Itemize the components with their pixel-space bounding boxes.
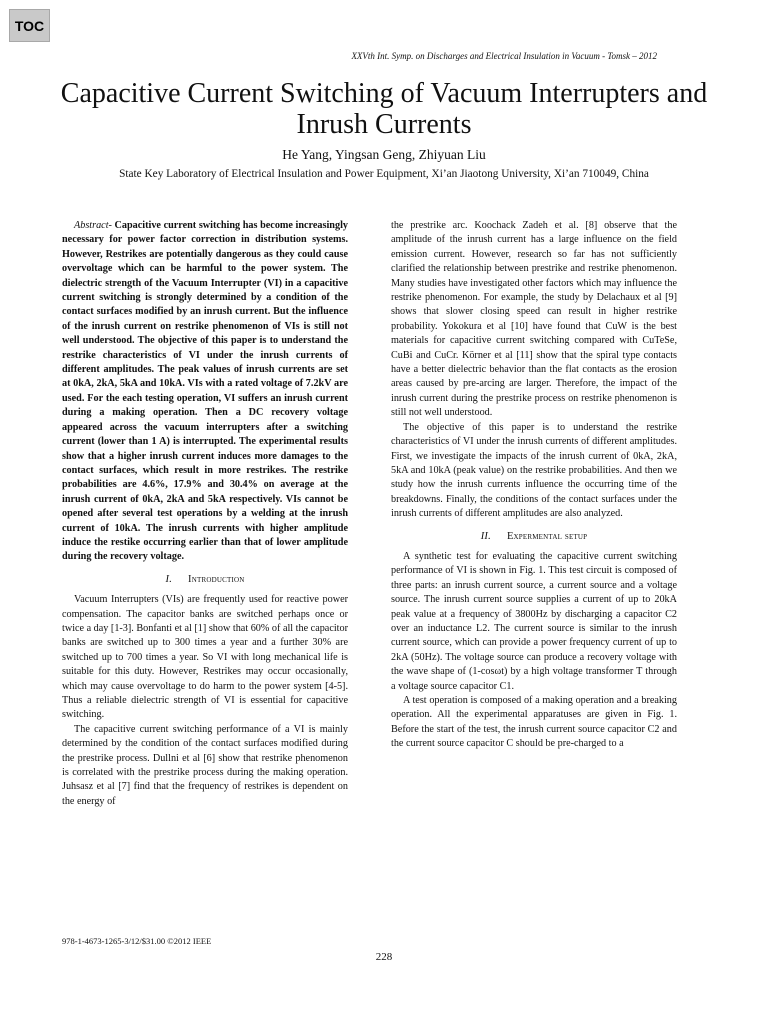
intro-continued-paragraph: the prestrike arc. Koochack Zadeh et al. [8] observe that the amplitude of the inrush current has a large influence on the field emission current. However, research so far has not sufficiently clarified the relationship between prestrike and restrike phenomenon. Many studies have investigated other factors which may influence the restrike phenomenon. For example, the study by Delachaux et al [9] shows that slower closing speed can result in higher restrike probability. Yokokura et al [10] have found that CuW is the best materials for capacitive current switching compared with CuTeSe, CuBi and CuCr. Körner et al [11] show that the spiral type contacts have a better dielectric behavior than the flat contacts as the erosion areas caused by pre-arcing are larger. Therefore, the impact of the inrush current during the prestrike process on restrike phenomenon is still not well understood. bbox=[391, 220, 677, 419]
abstract-label: Abstract- bbox=[74, 220, 112, 231]
abstract-paragraph bbox=[62, 219, 348, 565]
abstract-text: Capacitive current switching has become increasingly necessary for power factor correction in distribution systems. However, Restrikes are potentially dangerous as they could cause overvoltage which can be harmful to the power system. The dielectric strength of the Vacuum Interrupter (VI) in a capacitive current switching is strongly determined by a condition of the contact surfaces modified by an inrush current. But the influence of the inrush current on restrike phenomenon of VIs is still not well understood. The objective of this paper is to understand the restrike characteristics of VI under the inrush currents of different amplitudes. The peak values of inrush currents are set at 0kA, 2kA, 5kA and 10kA. VIs with a rated voltage of 7.2kV are used. For the each testing operation, VI suffers an inrush current during a making operation. Then a DC recovery voltage appeared across the vacuum interrupters after a switching current (lower than 1 A) is interrupted. The experimental results show that a higher inrush current induces more damages to the contact surfaces, which result in more restrikes. The restrike probabilities are 4.6%, 17.9% and 30.4% on average at the inrush current of 0kA, 2kA and 5kA respectively. VIs cannot be opened after several test operations by a welding at the inrush current of 10kA. The inrush currents with higher amplitude induce the restike occurring earlier than that of lower amplitude during the recovery voltage. bbox=[62, 220, 348, 563]
paper-affiliation: State Key Laboratory of Electrical Insulation and Power Equipment, Xi’an Jiaotong University, Xi’an 710049, China bbox=[119, 168, 649, 180]
objective-paragraph: The objective of this paper is to understand the restrike characteristics of VI under the inrush currents of different amplitudes. First, we investigate the impacts of the inrush current of 0kA, 2kA, 5kA and 10kA (peak value) on the restrike probabilities. And then we study how the inrush currents influence the occurring time of the breakdowns. Finally, the conditions of the contact surfaces under the inrush currents of different amplitudes are also analyzed. bbox=[391, 421, 677, 520]
section-heading-setup bbox=[391, 530, 677, 544]
setup-paragraph-1: A synthetic test for evaluating the capacitive current switching performance of VI is shown in Fig. 1. This test circuit is composed of three parts: an inrush current source, a current source and a voltage source. The inrush current source supplies a current of up to 20kA peak value at a frequency of 3800Hz by discharging a capacitor C2 over an inductance L2. The current source is similar to the inrush current source, which can provide a power frequency current of up to 2kA (50Hz). The voltage source can produce a recovery voltage with the wave shape of (1-cosωt) by a high voltage transformer T through a voltage source capacitor C1. bbox=[391, 550, 677, 692]
section-title: Introduction bbox=[188, 573, 245, 585]
section-number: I. bbox=[165, 573, 173, 585]
paper-title: Capacitive Current Switching of Vacuum Interrupters and Inrush Currents bbox=[60, 78, 708, 140]
section-number: II. bbox=[480, 530, 491, 542]
toc-button[interactable]: TOC bbox=[9, 9, 50, 42]
intro-paragraph-1: Vacuum Interrupters (VIs) are frequently used for reactive power compensation. The capacitor banks are switched perhaps once or twice a day [1-3]. Bonfanti et al [1] show that 60% of all the capacitor banks are switched up to 300 times a year and a further 30% are switched up to 700 times a year. So VI with long mechanical life is suitable for this duty. However, Restrikes may occur occasionally, which may cause overvoltage to do harm to the power system [4-5]. Thus a reliable dielectric strength of VI is essential for capacitive switching. bbox=[62, 594, 348, 721]
copyright-identifier: 978-1-4673-1265-3/12/$31.00 ©2012 IEEE bbox=[62, 936, 212, 946]
right-column bbox=[391, 219, 677, 752]
section-heading-introduction bbox=[62, 573, 348, 587]
section-title: Expermental setup bbox=[506, 530, 588, 542]
paper-authors: He Yang, Yingsan Geng, Zhiyuan Liu bbox=[282, 147, 486, 162]
page-number: 228 bbox=[375, 951, 393, 963]
running-head: XXVth Int. Symp. on Discharges and Electrical Insulation in Vacuum - Tomsk – 2012 bbox=[351, 51, 657, 61]
left-column bbox=[62, 219, 348, 809]
setup-paragraph-2: A test operation is composed of a making operation and a breaking operation. All the experimental apparatuses are given in Fig. 1. Before the start of the test, the inrush current source capacitor C2 and the current source capacitor C should be pre-charged to a bbox=[391, 695, 677, 750]
intro-paragraph-2: The capacitive current switching performance of a VI is mainly determined by the condition of the contact surfaces modified during the prestrike process. Dullni et al [6] show that restrike phenomenon is correlated with the prestrike process during the making operation. Juhsasz et al [7] find that the frequency of restrikes is dependent on the energy of bbox=[62, 723, 348, 807]
